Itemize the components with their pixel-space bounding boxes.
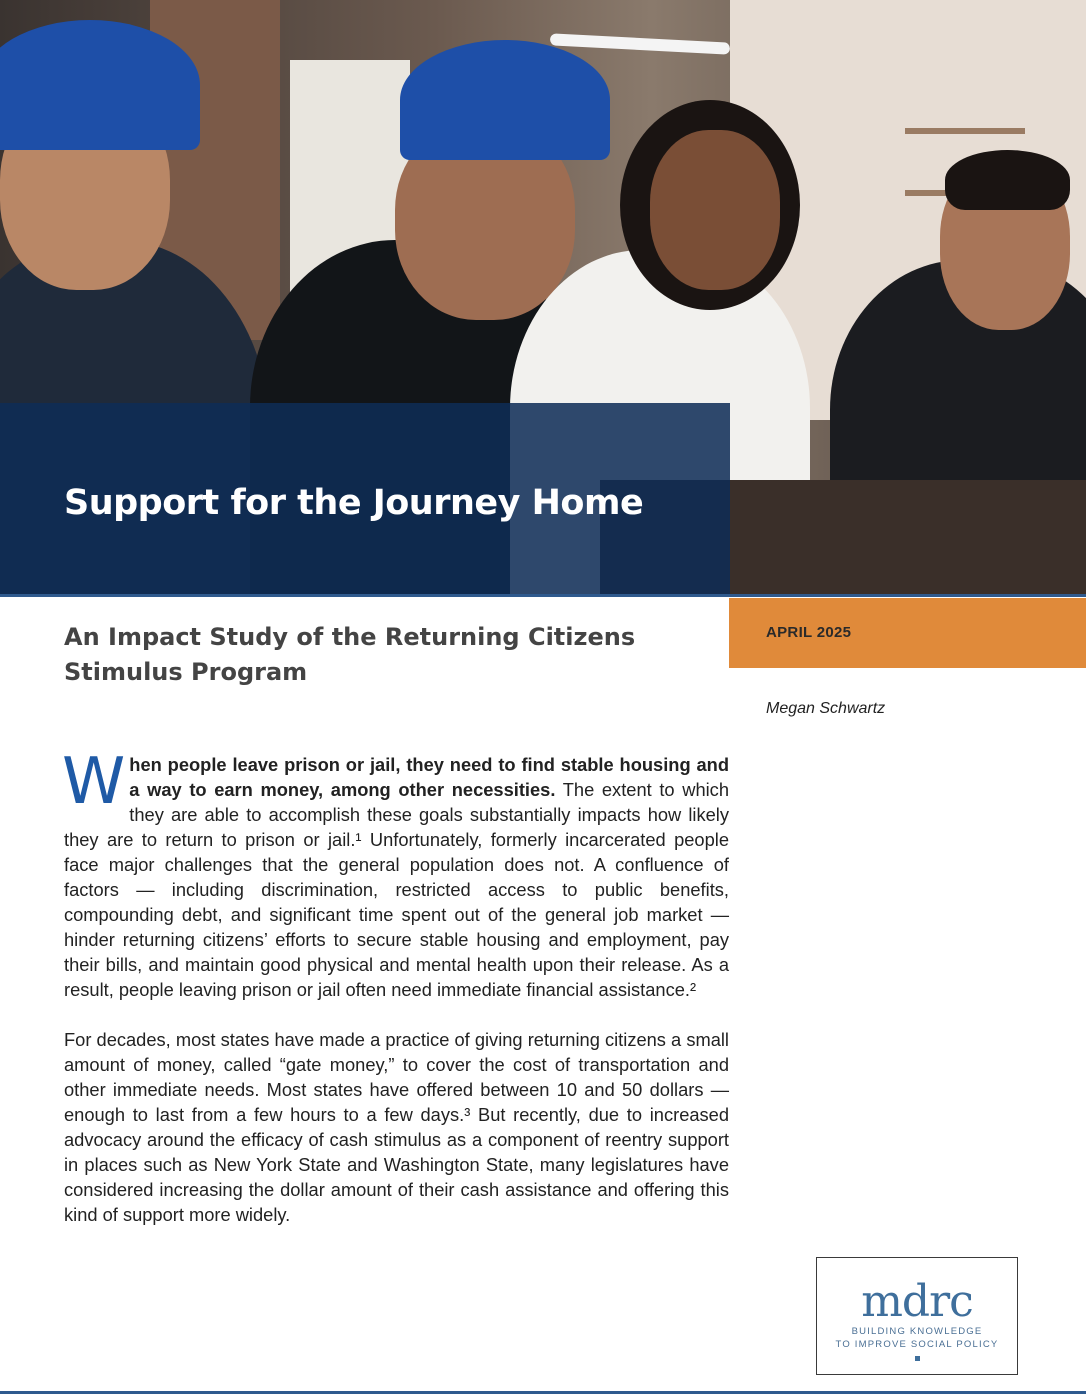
person-head [650,130,780,290]
drop-cap: W [62,745,126,819]
cap [0,20,200,150]
author-name: Megan Schwartz [766,700,886,717]
logo-tagline-1: BUILDING KNOWLEDGE [851,1326,983,1337]
hair [945,150,1070,210]
ceiling-light [550,33,730,54]
divider [0,594,1086,597]
logo-dot-icon [915,1356,920,1361]
paragraph-2: For decades, most states have made a practice of giving returning citizens a small amount of money, called “gate money,” to cover the cost of transportation and other immediate needs. Most states have offered between 10 and 50 dollars — enough to last from a few hours to a few days.³ But recently, due to increased advocacy around the efficacy of cash stimulus as a component of reentry support in places such as New York State and Washington State, many legislatures have considered increasing the dollar amount of their cash assistance and offering this kind of support more widely. [64,1029,729,1225]
publication-date: APRIL 2025 [766,624,852,641]
cap [400,40,610,160]
hero-photo [0,0,1086,597]
title-band [0,403,730,594]
report-title: Support for the Journey Home [64,483,644,523]
logo-wordmark: mdrc [861,1276,973,1327]
wall-shelf [905,128,1025,134]
body-text [62,745,729,1252]
report-subtitle: An Impact Study of the Returning Citizens Stimulus Program [64,623,636,686]
paragraph-1-text: The extent to which they are able to accomplish these goals substantially impacts how likely they are to return to prison or jail.¹ Unfortunately, formerly incarcerated people face major challenges that the general population does not. A confluence of factors — including discrimination, restricted access to public benefits, compounding debt, and significant time spent out of the general job market — hinder returning citizens’ efforts to secure stable housing and employment, pay their bills, and maintain good physical and mental health upon their release. As a result, people leaving prison or jail often need immediate financial assistance.² [64,779,729,1000]
paragraph-1 [62,745,729,1002]
date-badge [729,598,1086,668]
logo-tagline-2: TO IMPROVE SOCIAL POLICY [835,1339,999,1350]
lead-sentence: hen people leave prison or jail, they need to find stable housing and a way to earn money, among other necessities. [129,754,729,800]
mdrc-logo [816,1257,1018,1375]
